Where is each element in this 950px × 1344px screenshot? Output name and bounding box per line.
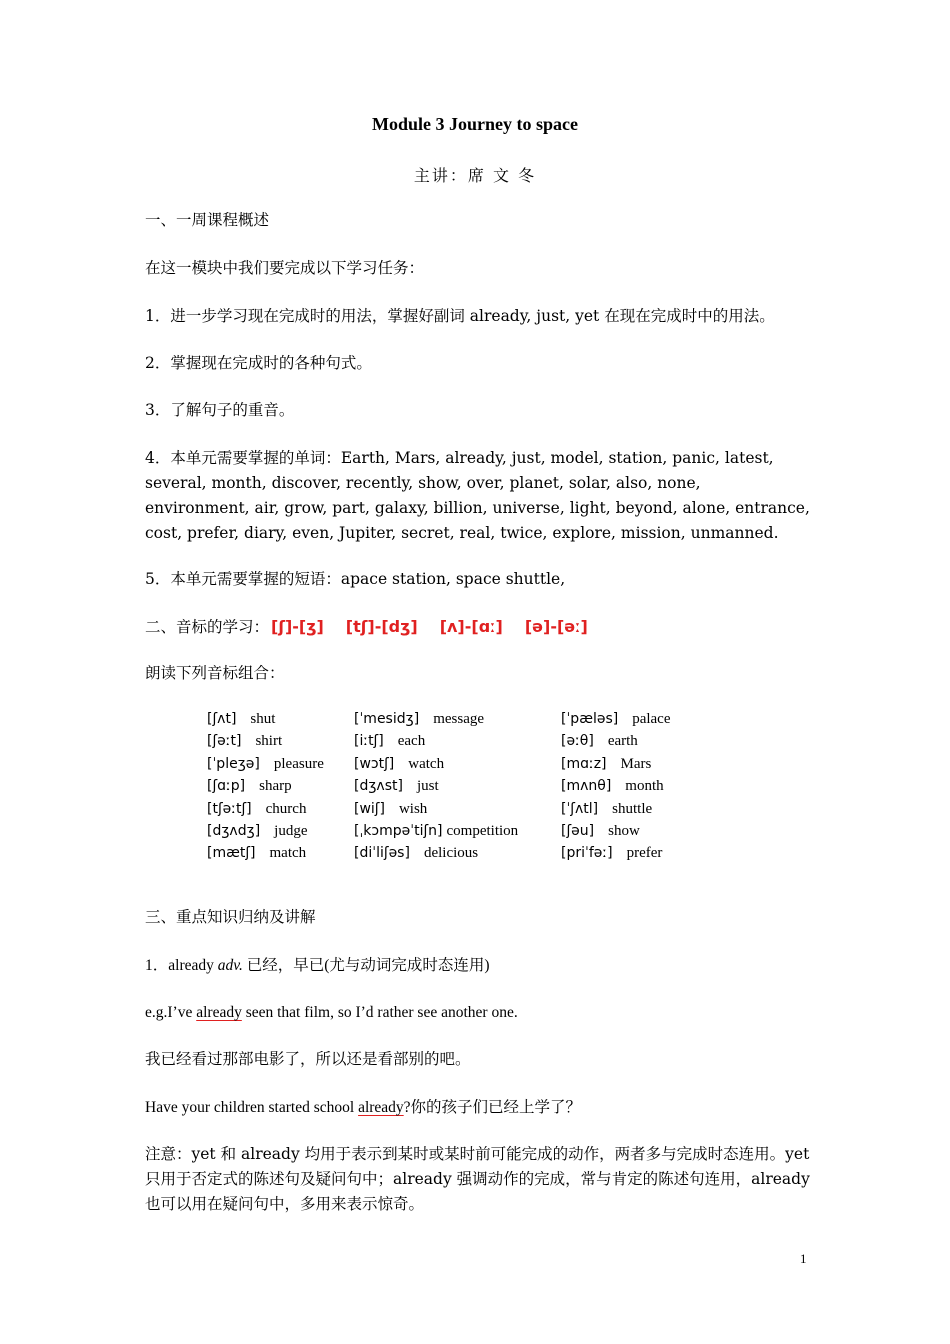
- word: message: [433, 711, 485, 727]
- phonetic: [ˌkɔmpəˈtiʃn]: [354, 822, 443, 839]
- document-title: Module 3 Journey to space: [372, 114, 578, 134]
- page-number: 1: [800, 1251, 807, 1266]
- phonetic-pair-4: [ə]-[əː]: [524, 617, 588, 636]
- phonetic: [dʒʌst]: [354, 778, 403, 795]
- phonetic: [ˈpæləs]: [561, 711, 619, 727]
- example-text: ?你的孩子们已经上学了？: [403, 1099, 582, 1116]
- word: prefer: [626, 845, 663, 862]
- word: Mars: [620, 755, 652, 772]
- section3-heading: 三、重点知识归纳及讲解: [145, 908, 316, 926]
- phonetic: [əːθ]: [561, 733, 594, 750]
- section1-heading: 一、一周课程概述: [145, 211, 270, 229]
- word: shirt: [255, 733, 283, 750]
- phonetic: [priˈfəː]: [561, 845, 613, 862]
- word: watch: [408, 755, 445, 772]
- phonetic: [ˈmesidʒ]: [354, 711, 420, 727]
- phonetic: [tʃəːtʃ]: [207, 800, 252, 817]
- phonetic: [dʒʌdʒ]: [207, 822, 261, 839]
- section2-heading: 二、音标的学习：: [145, 618, 270, 636]
- phonetic: [wɔtʃ]: [354, 755, 395, 772]
- usage-note: 注意：yet 和 already 均用于表示到某时或某时前可能完成的动作，两者多与完成时态连用。yet 只用于否定式的陈述句及疑问句中；already 强调动作的完成，常与肯定的陈述句连用，already 也可以用在疑问句中，多用来表示惊奇。: [145, 1145, 810, 1213]
- example-1: [145, 1000, 518, 1025]
- item-word: already: [168, 957, 214, 974]
- phonetic: [ˈpleʒə]: [207, 755, 260, 772]
- task-item-1: 1．进一步学习现在完成时的用法，掌握好副词 already, just, yet 在现在完成时中的用法。: [145, 307, 775, 325]
- word: earth: [607, 733, 638, 750]
- phonetic: [ʃəu]: [561, 822, 595, 839]
- phonetic-pair-2: [tʃ]-[dʒ]: [345, 617, 418, 636]
- phonetic-pair-3: [ʌ]-[ɑː]: [439, 617, 503, 636]
- example-1-translation: 我已经看过那部电影了，所以还是看部别的吧。: [145, 1050, 471, 1068]
- phonetic: [mætʃ]: [207, 845, 256, 862]
- phonetic: [ˈʃʌtl]: [561, 800, 599, 817]
- phonetic: [diˈliʃəs]: [354, 845, 410, 862]
- word: judge: [274, 822, 308, 839]
- word: sharp: [259, 778, 292, 795]
- word: wish: [398, 800, 428, 817]
- word: palace: [632, 711, 671, 727]
- section2-heading-line: [145, 614, 602, 640]
- speaker-line: 主讲：席 文 冬: [413, 166, 537, 185]
- task-item-2: 2．掌握现在完成时的各种句式。: [145, 354, 372, 372]
- underlined-word: already: [358, 1099, 404, 1116]
- phonetic: [wiʃ]: [354, 800, 385, 817]
- word: just: [416, 778, 439, 795]
- word: month: [625, 778, 664, 795]
- section2-instruction: 朗读下列音标组合：: [145, 664, 285, 682]
- phonetic: [ʃəːt]: [207, 733, 242, 750]
- word: match: [269, 845, 307, 862]
- underlined-word: already: [196, 1004, 242, 1021]
- phonetic: [mʌnθ]: [561, 778, 612, 795]
- item-definition: 已经，早已(尤与动词完成时态连用): [242, 957, 490, 974]
- example-text: seen that film, so I’d rather see another one.: [241, 1004, 518, 1021]
- word: shut: [250, 711, 276, 727]
- word: show: [608, 822, 640, 839]
- example-text: Have your children started school: [145, 1099, 359, 1116]
- word: shuttle: [612, 800, 653, 817]
- word: church: [265, 800, 307, 817]
- task-item-4: 4．本单元需要掌握的单词：Earth, Mars, already, just, model, station, panic, latest, several, month, discover, recently, show, over, planet, solar, also, none, environment, air, grow, part, galaxy, billion, universe, light, beyond, alone, entrance, cost, prefer, diary, even, Jupiter, secret, real, twice, explore, mission, unmanned.: [145, 449, 810, 542]
- word: each: [397, 733, 426, 750]
- phonetic: [ʃɑːp]: [207, 778, 246, 795]
- task-item-3: 3．了解句子的重音。: [145, 401, 295, 419]
- part-of-speech: adv.: [217, 957, 243, 974]
- word: competition: [446, 822, 519, 839]
- phonetic: [iːtʃ]: [354, 733, 384, 750]
- word: delicious: [423, 845, 479, 862]
- phonetic-pair-1: [ʃ]-[ʒ]: [271, 617, 324, 636]
- example-text: e.g.I’ve: [145, 1004, 197, 1021]
- task-item-5: 5．本单元需要掌握的短语：apace station, space shuttle,: [145, 570, 566, 588]
- word: pleasure: [273, 755, 324, 772]
- phonetic: [ʃʌt]: [207, 711, 237, 727]
- item-number: 1．: [145, 957, 169, 974]
- knowledge-item-1: [145, 953, 490, 978]
- section1-intro: 在这一模块中我们要完成以下学习任务：: [145, 259, 425, 277]
- example-2: [145, 1095, 581, 1120]
- phonetic: [mɑːz]: [561, 755, 607, 772]
